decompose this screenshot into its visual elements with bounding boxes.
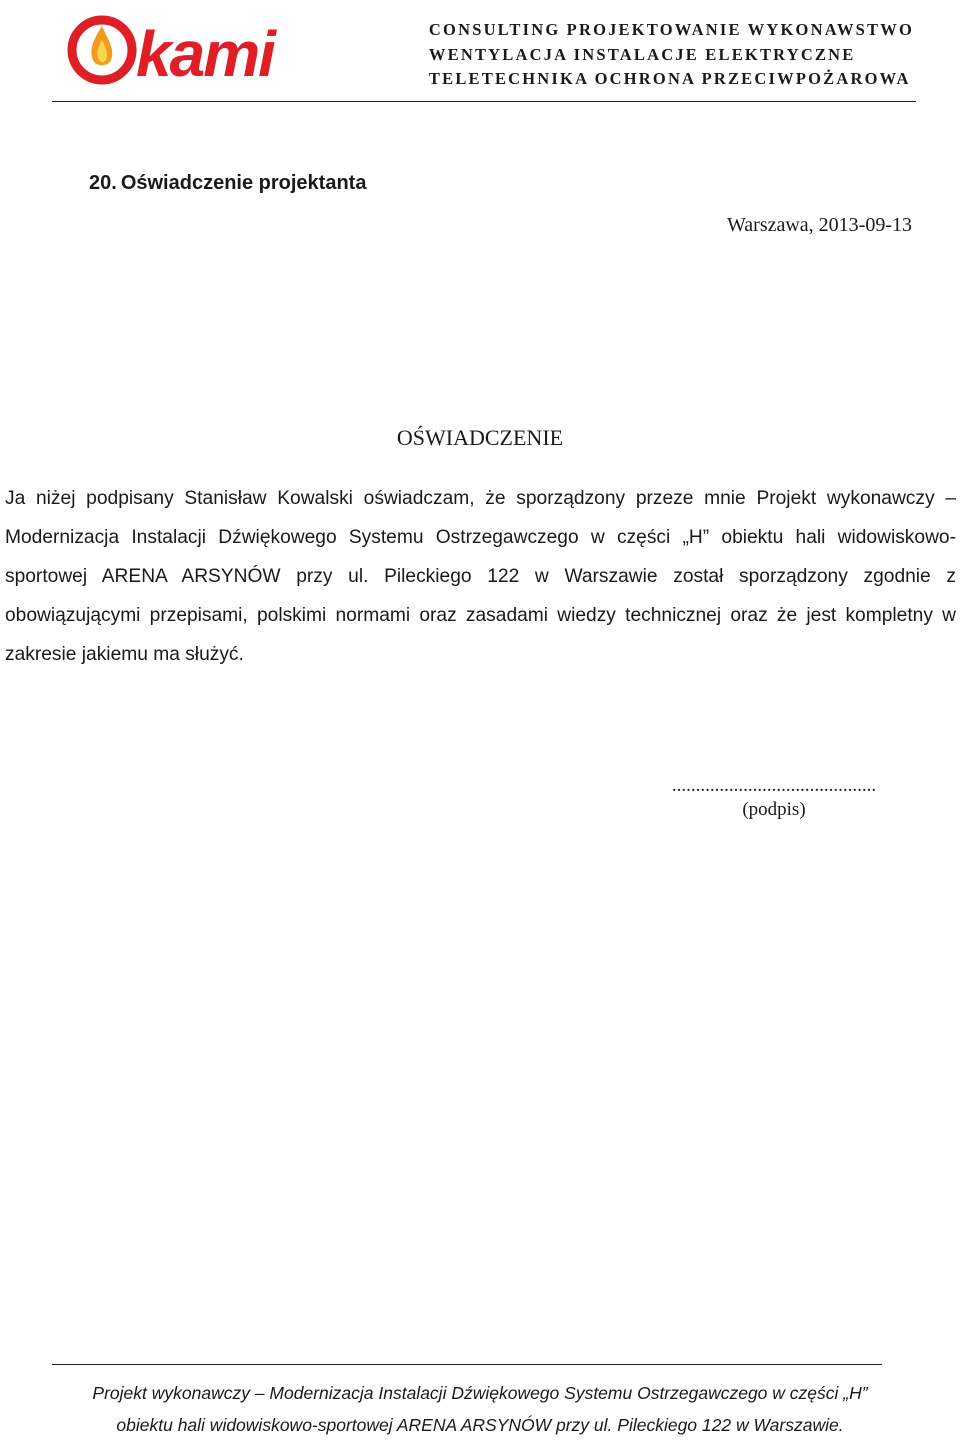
logo-wordmark: kami: [136, 18, 274, 88]
signature-line: ...........................................: [671, 775, 877, 796]
section-number: 20.: [89, 172, 117, 194]
company-line: CONSULTING PROJEKTOWANIE WYKONAWSTWO: [428, 20, 914, 39]
signature-block: [664, 774, 884, 822]
footer-divider: [52, 1364, 882, 1365]
signature-label: (podpis): [742, 799, 806, 820]
section-heading: [89, 172, 366, 195]
footer-line: obiektu hali widowiskowo-sportowej ARENA ARSYNÓW przy ul. Pileckiego 122 w Warszawie.: [116, 1415, 844, 1435]
page-footer: [0, 1377, 960, 1441]
company-description: [429, 18, 914, 92]
statement-paragraph: Ja niżej podpisany Stanisław Kowalski oświadczam, że sporządzony przeze mnie Projekt wykonawczy – Modernizacja Instalacji Dźwiękowego Systemu Ostrzegawczego w części „H” obiektu hali widowiskowo-sportowej ARENA ARSYNÓW przy ul. Pileckiego 122 w Warszawie został sporządzony zgodnie z obowiązującymi przepisami, polskimi normami oraz zasadami wiedzy technicznej oraz że jest kompletny w zakresie jakiemu ma służyć.: [5, 488, 956, 665]
header-divider: [52, 101, 916, 102]
company-line: WENTYLACJA INSTALACJE ELEKTRYCZNE: [428, 44, 856, 64]
company-line: TELETECHNIKA OCHRONA PRZECIWPOŻAROWA: [428, 69, 911, 88]
date-line: Warszawa, 2013-09-13: [727, 214, 912, 236]
kami-logo: [64, 12, 304, 88]
document-heading: OŚWIADCZENIE: [396, 425, 564, 450]
footer-line: Projekt wykonawczy – Modernizacja Instalacji Dźwiękowego Systemu Ostrzegawczego w części „H”: [92, 1383, 868, 1403]
section-title: Oświadczenie projektanta: [120, 172, 367, 194]
